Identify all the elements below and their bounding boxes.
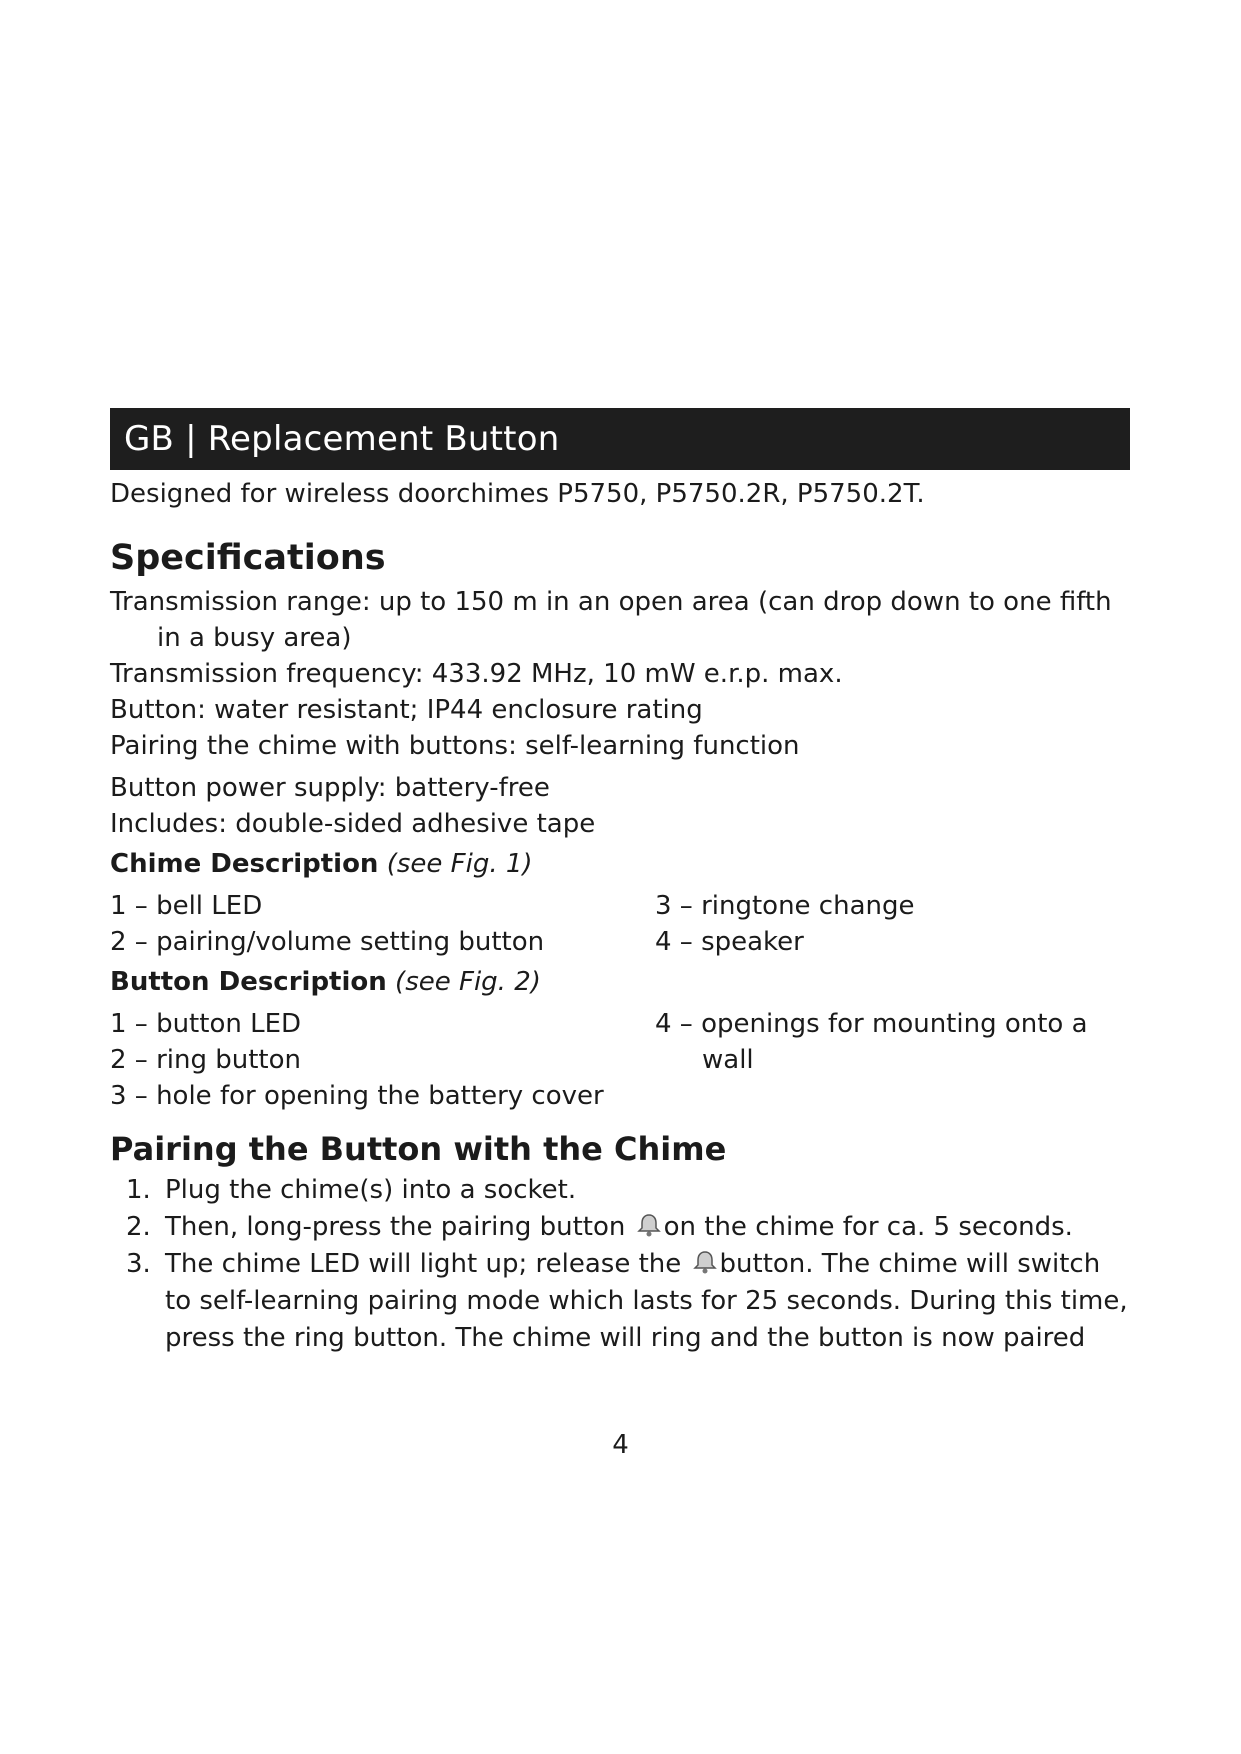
pairing-step: [110, 1246, 1130, 1357]
step-text-before: The chime LED will light up; release the: [165, 1249, 690, 1279]
chime-item: 3 – ringtone change: [655, 891, 915, 921]
bell-icon: [636, 1212, 662, 1238]
bell-icon: [692, 1249, 718, 1275]
chime-description-title: Chime Description: [110, 849, 379, 879]
chime-description-heading: [110, 846, 1130, 882]
spec-line: Button power supply: battery-free: [110, 773, 550, 803]
manual-page: [110, 408, 1130, 1357]
spec-line: Button: water resistant; IP44 enclosure rating: [110, 695, 703, 725]
pairing-steps: [110, 1172, 1130, 1357]
spec-line: Transmission frequency: 433.92 MHz, 10 mW e.r.p. max.: [110, 659, 843, 689]
step-text-after: button. The chime will switch to self-learning pairing mode which lasts for 25 seconds. During this time, press the ring button. The chime will ring and the button is now paired: [165, 1249, 1128, 1353]
pairing-step: [110, 1172, 1130, 1209]
step-text: Plug the chime(s) into a socket.: [165, 1175, 577, 1205]
chime-item: 2 – pairing/volume setting button: [110, 927, 545, 957]
chime-description-figref: (see Fig. 1): [386, 849, 533, 879]
step-number: 1.: [126, 1175, 151, 1205]
button-item: 3 – hole for opening the battery cover: [110, 1081, 604, 1111]
button-item: 1 – button LED: [110, 1009, 302, 1039]
chime-item: 1 – bell LED: [110, 891, 263, 921]
pairing-heading: Pairing the Button with the Chime: [110, 1130, 727, 1168]
button-description-title: Button Description: [110, 967, 387, 997]
spec-line: Transmission range: up to 150 m in an open area (can drop down to one fifth in a busy area): [110, 587, 1112, 653]
specifications-heading: Specifications: [110, 538, 386, 578]
page-title: GB | Replacement Button: [110, 408, 1130, 470]
step-number: 3.: [126, 1249, 151, 1279]
step-number: 2.: [126, 1212, 151, 1242]
button-item: 2 – ring button: [110, 1045, 301, 1075]
spec-line: Includes: double-sided adhesive tape: [110, 809, 596, 839]
button-item: 4 – openings for mounting onto a wall: [655, 1009, 1088, 1075]
step-text-before: Then, long-press the pairing button: [165, 1212, 634, 1242]
pairing-step: [110, 1209, 1130, 1246]
button-description-heading: [110, 964, 1130, 1000]
spec-line: Pairing the chime with buttons: self-learning function: [110, 731, 800, 761]
chime-item: 4 – speaker: [655, 927, 804, 957]
step-text-after: on the chime for ca. 5 seconds.: [663, 1212, 1073, 1242]
button-description-figref: (see Fig. 2): [395, 967, 541, 997]
chime-description-list: [110, 888, 1130, 960]
button-description-list: [110, 1006, 1130, 1114]
designed-for-text: Designed for wireless doorchimes P5750, P5750.2R, P5750.2T.: [110, 479, 925, 509]
page-number: 4: [612, 1430, 629, 1460]
